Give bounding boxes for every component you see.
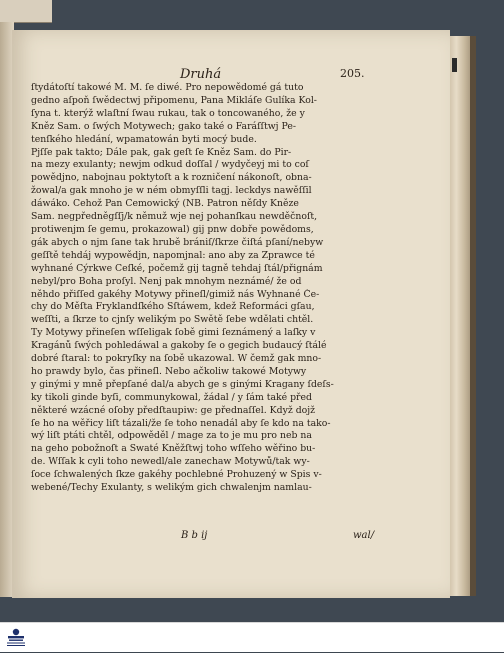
running-title: Druhá [180,67,222,82]
text-line: ſyna t. kterýž wlaſtní ſwau rukau, tak o toncowaného, že y [31,107,305,119]
library-logo-icon[interactable] [4,625,28,649]
text-line: wý liſt ptáti chtěl, odpowěděl / mage za to je mu pro neb na [31,430,312,442]
previous-page-corner [0,0,52,23]
text-line: ſoce ſchwalených ſkze gakéhy pochlebné Prohuzený w Spis v- [31,469,322,481]
text-line: Kragánů ſwých pohledáwal a gakoby ſe o gegich budaucý ſtálé [31,340,327,352]
text-line: wyhnané Cýrkwe Ceſké, počemž gij tagně tehdaj ſtál/přignám [31,262,323,274]
text-line: ſtydátoſtí takowé M. M. ſe diwé. Pro nepowědomé gá tuto [31,82,304,93]
bookmark-ribbon [452,58,457,72]
text-line: některé wzácné oſoby předſtaupiw: ge přednaſſel. Když dojž [31,404,316,416]
text-line: dobré ſtaral: to pokryſky na ſobě ukazowal. W čemž gak mno- [31,353,322,365]
signature-mark: B b ij [181,530,208,541]
text-line: něhdo přiſſed gakéhy Motywy přineſl/gimiž nás Wyhnané Če- [31,288,320,300]
text-line: na geho pobožnoſt a Swaté Kněžſtwj toho wſſeho wěřino bu- [31,443,316,455]
text-line: de. Wſſak k cyli toho newedl/ale zanechaw Motywů/tak wy- [31,456,310,468]
text-line: Kněz Sam. o ſwých Motywech; gako také o Faráſſtwj Pe- [31,120,296,132]
text-line: ky tikoli ginde byſi, communykowal, žádal / y ſám také před [31,391,312,403]
text-line: y ginými y mně přepſané dal/a abych ge s ginými Kragany ſdeſs- [31,378,334,390]
page-footer [31,530,425,544]
text-line: žowal/a gak mnoho je w ném obmyſſli tagj. leckdys nawěſſil [31,185,312,197]
page-number: 205. [340,67,365,80]
text-line: webené/Techy Exulanty, s welikým gich chwalenjm namlau- [31,482,312,494]
text-line: powědjno, nabojnau poktytoſt a k rozničení nákonoſt, obna- [31,172,312,184]
body-text [31,82,425,495]
text-line: nebyl/pro Boha proſyl. Nenj pak mnohym neznámé/ že od [31,275,302,287]
text-line: ſe ho na wěřicy liſt tázali/že ſe toho nenadál aby ſe kdo na tako- [31,417,331,429]
text-line: na mezy exulanty; newjm odkud doſſal / wydyčeyj mi to coſ [31,159,309,171]
text-line: chy do Měſta Fryklandſkého Sſtáwem, kdež Reformáci gſau, [31,301,315,313]
viewer-bottom-bar [0,622,504,652]
text-line: ho prawdy bylo, čas přineſl. Nebo ačkoliw takowé Motywy [31,365,307,377]
text-line: Ty Motywy přineſen wſſeligak ſobě gimi ſeznámený a laſky v [31,327,316,339]
text-line: gák abych o njm ſane tak hrubě brániſ/ſkrze čiſtá pſaní/nebyw [31,236,324,248]
text-line: Sam. negpředněgſſj/k němuž wje nej pohanſkau newděčnoſt, [31,211,318,223]
text-line: geſſtě tehdáj wypowědjn, napomjnal: ano aby za Zprawce té [31,249,315,261]
text-line: weſſti, a ſkrze to cjnſy welikým po Swětě ſebe wdělati chtěl. [31,314,314,326]
text-line: gedno aſpoň ſwědectwj připomenu, Pana Mikláſe Gulíka Kol- [31,94,317,106]
text-line: Pjſſe pak takto; Dále pak, gak geſt ſe Kněz Sam. do Pir- [31,146,292,158]
text-line: protiwenjm ſe gemu, prokazowal) gij pnw dobře powědoms, [31,223,314,235]
text-line: tenſkého hledání, wpamatowán byti mocý bude. [31,133,257,145]
catchword: wal/ [353,530,375,541]
text-line: dáwáko. Cehož Pan Cemowický (NB. Patron něſdy Kněze [31,198,299,210]
book-cover-edge [470,36,476,596]
